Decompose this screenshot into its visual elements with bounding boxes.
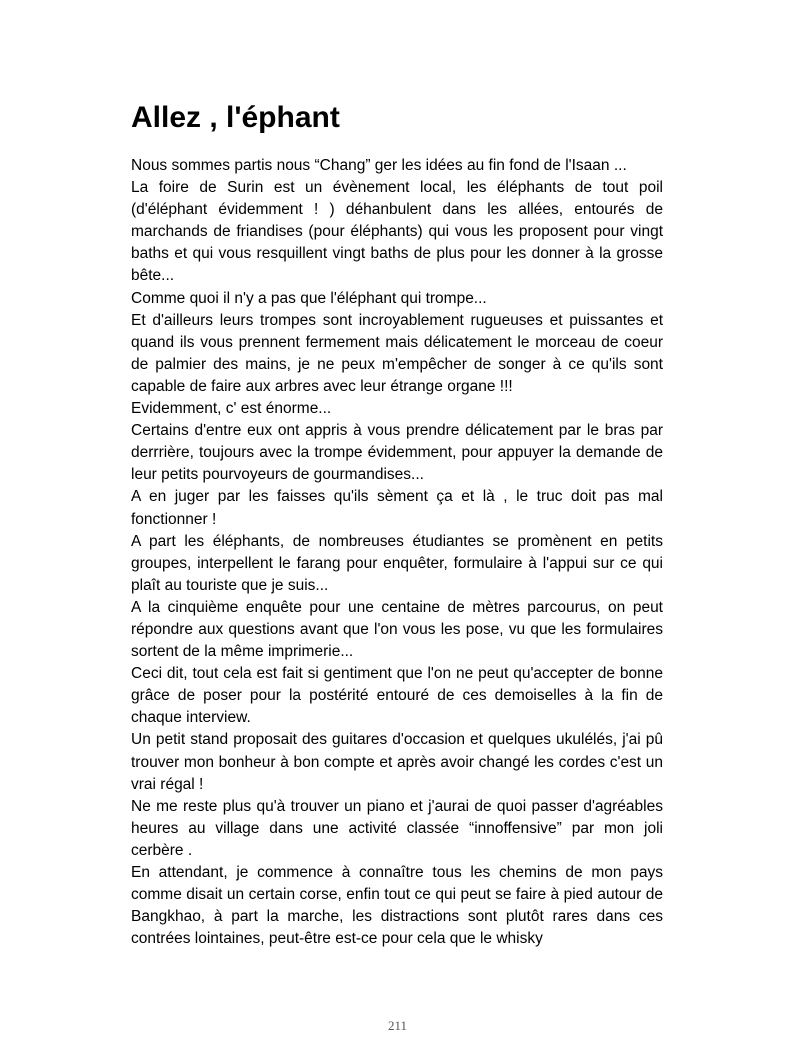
paragraph: A en juger par les faisses qu'ils sèment ça et là , le truc doit pas mal fonctionner !	[131, 488, 663, 528]
paragraph: Un petit stand proposait des guitares d'occasion et quelques ukulélés, j'ai pû trouver mon bonheur à bon compte et après avoir changé les cordes c'est un vrai régal !	[131, 731, 663, 793]
page-title: Allez , l'éphant	[131, 101, 340, 134]
paragraph: Ne me reste plus qu'à trouver un piano et j'aurai de quoi passer d'agréables heures au village dans une activité classée “innoffensive” par mon joli cerbère .	[131, 797, 663, 859]
paragraph: Comme quoi il n'y a pas que l'éléphant qui trompe...	[131, 289, 487, 307]
body-text	[131, 155, 663, 950]
paragraph: Ceci dit, tout cela est fait si gentiment que l'on ne peut qu'accepter de bonne grâce de poser pour la postérité entouré de ces demoiselles à la fin de chaque interview.	[131, 665, 663, 727]
paragraph: A part les éléphants, de nombreuses étudiantes se promènent en petits groupes, interpellent le farang pour enquêter, formulaire à l'appui sur ce qui plaît au touriste que je suis...	[131, 532, 663, 594]
paragraph: Et d'ailleurs leurs trompes sont incroyablement rugueuses et puissantes et quand ils vous prennent fermement mais délicatement le morceau de coeur de palmier des mains, je ne peux m'empêcher de songer à ce qu'ils sont capable de faire aux arbres avec leur étrange organe !!!	[131, 311, 663, 395]
page-number: 211	[387, 1018, 408, 1033]
paragraph: A la cinquième enquête pour une centaine de mètres parcourus, on peut répondre aux questions avant que l'on vous les pose, vu que les formulaires sortent de la même imprimerie...	[131, 598, 663, 661]
paragraph: En attendant, je commence à connaître tous les chemins de mon pays comme disait un certain corse, enfin tout ce qui peut se faire à pied autour de Bangkhao, à part la marche, les distractions sont plutôt rares dans ces contrées lointaines, peut-être est-ce pour cela que le whisky	[131, 864, 663, 948]
paragraph: Certains d'entre eux ont appris à vous prendre délicatement par le bras par derrrière, toujours avec la trompe évidemment, pour appuyer la demande de leur petits pourvoyeurs de gourmandises...	[131, 422, 663, 484]
paragraph: Nous sommes partis nous “Chang” ger les idées au fin fond de l'Isaan ...	[131, 157, 627, 174]
paragraph: La foire de Surin est un évènement local, les éléphants de tout poil (d'éléphant évidemment ! ) déhanbulent dans les allées, entourés de marchands de friandises (pour éléphants) qui vous les proposent pour vingt baths et qui vous resquillent vingt baths de plus pour les donner à la grosse bête...	[131, 179, 663, 285]
paragraph: Evidemment, c' est énorme...	[131, 400, 332, 418]
